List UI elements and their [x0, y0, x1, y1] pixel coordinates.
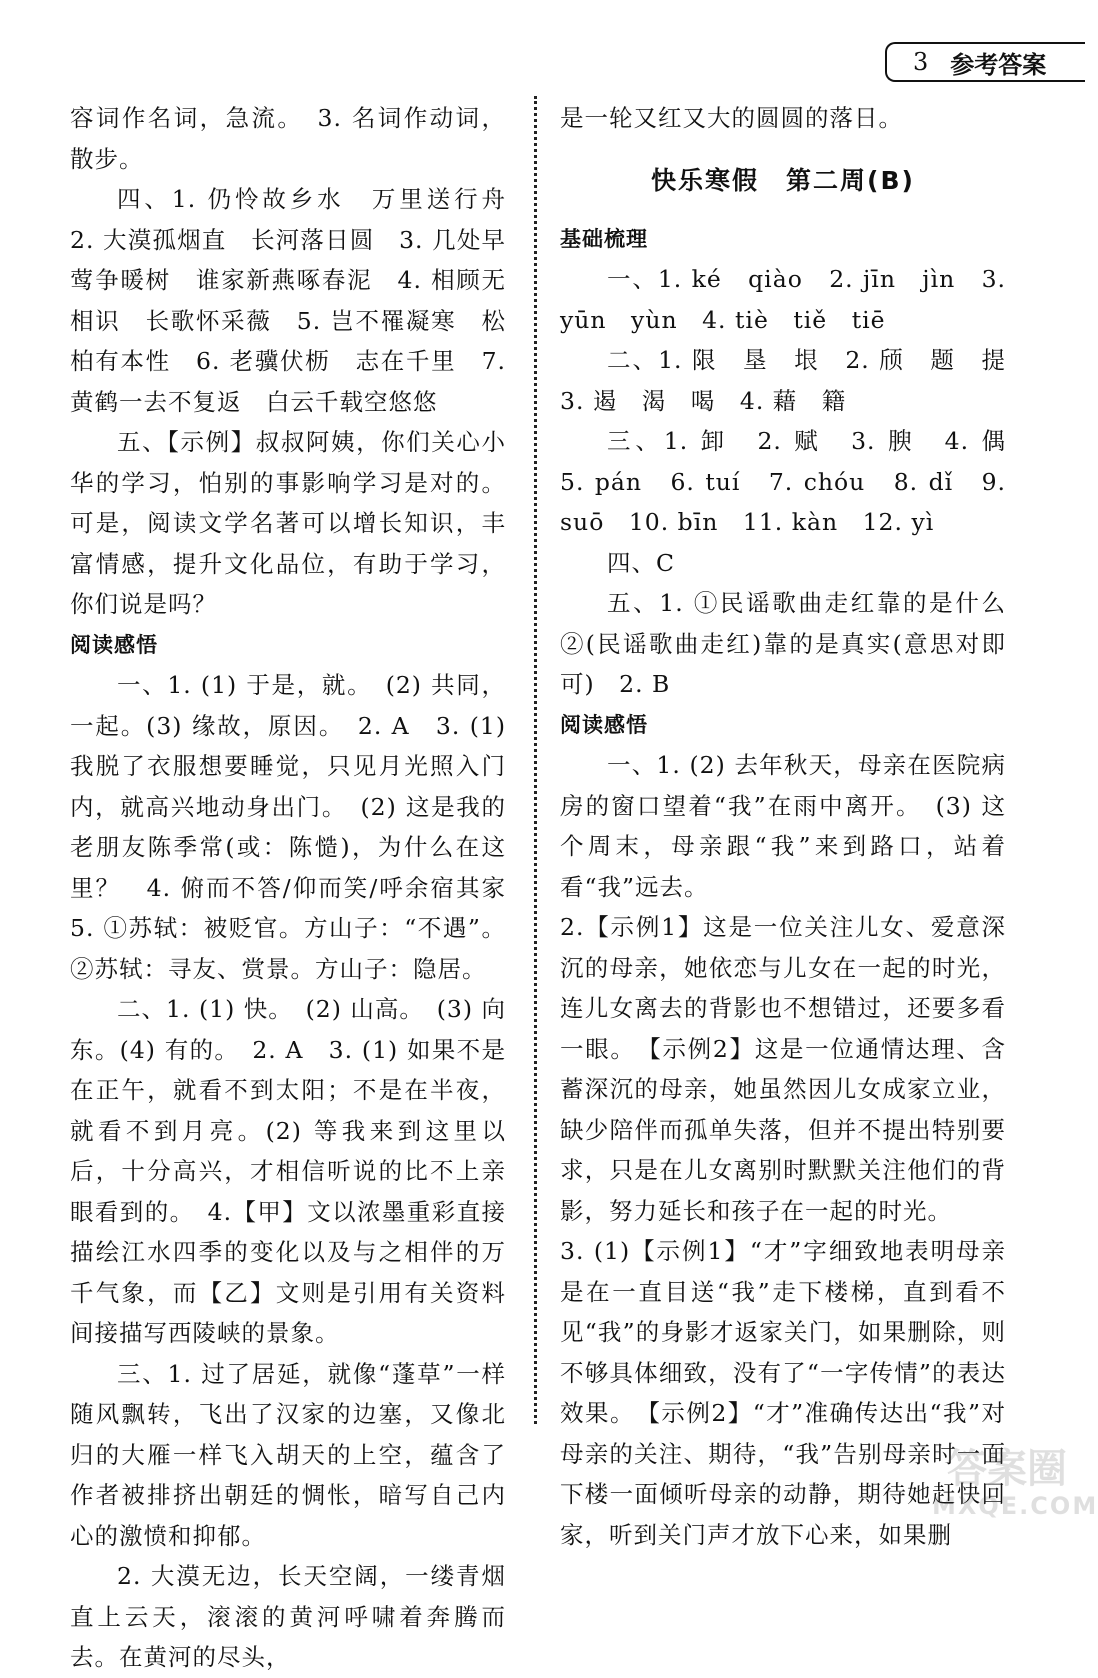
answer-paragraph: 容词作名词，急流。 3. 名词作动词，散步。: [70, 104, 506, 173]
answer-paragraph: 一、1. (1) 于是，就。 (2) 共同，一起。(3) 缘故，原因。 2. A 3. (1) 我脱了衣服想要睡觉，只见月光照入门内，就高兴地动身出门。 (2) 这是我的老朋友陈季常(或：陈慥)，为什么在这里？ 4. 俯而不答/仰而笑/呼余宿其家 5. ①苏轼：被贬官。方山子：“不遇”。②苏轼：寻友、赏景。方山子：隐居。: [70, 671, 531, 983]
page-header-tab: [885, 42, 1085, 82]
column-divider: [534, 96, 537, 1424]
answer-paragraph: 三、1. 卸 2. 赋 3. 腴 4. 偶 5. pán 6. tuí 7. chóu 8. dǐ 9. suō 10. bīn 11. kàn 12. yì: [560, 427, 1031, 536]
answer-paragraph: 一、1. (2) 去年秋天，母亲在医院病房的窗口望着“我”在雨中离开。 (3) 这个周末，母亲跟“我”来到路口，站着看“我”远去。: [560, 751, 1006, 901]
watermark-url: MXQE.COM: [932, 1492, 1098, 1520]
section-title: 快乐寒假 第二周(B): [651, 165, 915, 195]
answer-paragraph: 3. (1)【示例1】“才”字细致地表明母亲是在一直目送“我”走下楼梯，直到看不见“我”的身影才返家关门，如果删除，则不够具体细致，没有了“一字传情”的表达效果。 【示例2】“才”准确传达出“我”对母亲的关注、期待，“我”告别母亲时一面下楼一面倾听母亲的动静，期待她赶快回家，听到关门声才放下心来，如果删: [560, 1237, 1006, 1549]
answer-paragraph: 2.【示例1】这是一位关注儿女、爱意深沉的母亲，她依恋与儿女在一起的时光，连儿女离去的背影也不想错过，还要多看一眼。 【示例2】这是一位通情达理、含蓄深沉的母亲，她虽然因儿女成家立业，缺少陪伴而孤单失落，但并不提出特别要求，只是在儿女离别时默默关注他们的背影，努力延长和孩子在一起的时光。: [560, 913, 1006, 1225]
page-number: 3: [913, 48, 929, 76]
left-column: [70, 98, 531, 1671]
answer-paragraph: 五、1. ①民谣歌曲走红靠的是什么 ②(民谣歌曲走红)靠的是真实(意思对即可) 2. B: [560, 589, 1031, 698]
answer-paragraph: 二、1. 限 垦 垠 2. 颀 题 提 3. 遏 渴 喝 4. 藉 籍: [560, 346, 1031, 415]
answer-paragraph: 一、1. ké qiào 2. jīn jìn 3. yūn yùn 4. tiè tiě tiē: [560, 265, 1006, 334]
answer-paragraph: 四、C: [607, 548, 675, 577]
header-label: 参考答案: [950, 50, 1047, 79]
answer-paragraph: 2. 大漠无边，长天空阔，一缕青烟直上云天，滚滚的黄河呼啸着奔腾而去。在黄河的尽头，: [70, 1562, 506, 1671]
answer-paragraph: 四、1. 仍怜故乡水 万里送行舟 2. 大漠孤烟直 长河落日圆 3. 几处早莺争暖树 谁家新燕啄春泥 4. 相顾无相识 长歌怀采薇 5. 岂不罹凝寒 松柏有本性 6. 老骥伏枥 志在千里 7. 黄鹤一去不复返 白云千载空悠悠: [70, 185, 531, 416]
section-heading: 阅读感悟: [70, 632, 158, 657]
watermark-text: 答案圈: [947, 1446, 1067, 1492]
answer-paragraph: 是一轮又红又大的圆圆的落日。: [560, 104, 903, 132]
section-heading: 阅读感悟: [560, 712, 648, 737]
watermark-logo: [932, 1446, 1098, 1526]
answer-paragraph: 三、1. 过了居延，就像“蓬草”一样随风飘转，飞出了汉家的边塞，又像北归的大雁一样飞入胡天的上空，蕴含了作者被排挤出朝廷的惆怅，暗写自己内心的激愤和抑郁。: [70, 1359, 506, 1550]
answer-paragraph: 五、【示例】叔叔阿姨，你们关心小华的学习，怕别的事影响学习是对的。可是，阅读文学名著可以增长知识，丰富情感，提升文化品位，有助于学习，你们说是吗？: [70, 428, 506, 618]
answer-paragraph: 二、1. (1) 快。 (2) 山高。 (3) 向东。(4) 有的。 2. A 3. (1) 如果不是在正午，就看不到太阳；不是在半夜，就看不到月亮。(2) 等我来到这里以后，十分高兴，才相信听说的比不上亲眼看到的。 4.【甲】文以浓墨重彩直接描绘江水四季的变化以及与之相伴的万千气象，而【乙】文则是引用有关资料间接描写西陵峡的景象。: [70, 995, 506, 1347]
section-heading: 基础梳理: [560, 226, 648, 251]
